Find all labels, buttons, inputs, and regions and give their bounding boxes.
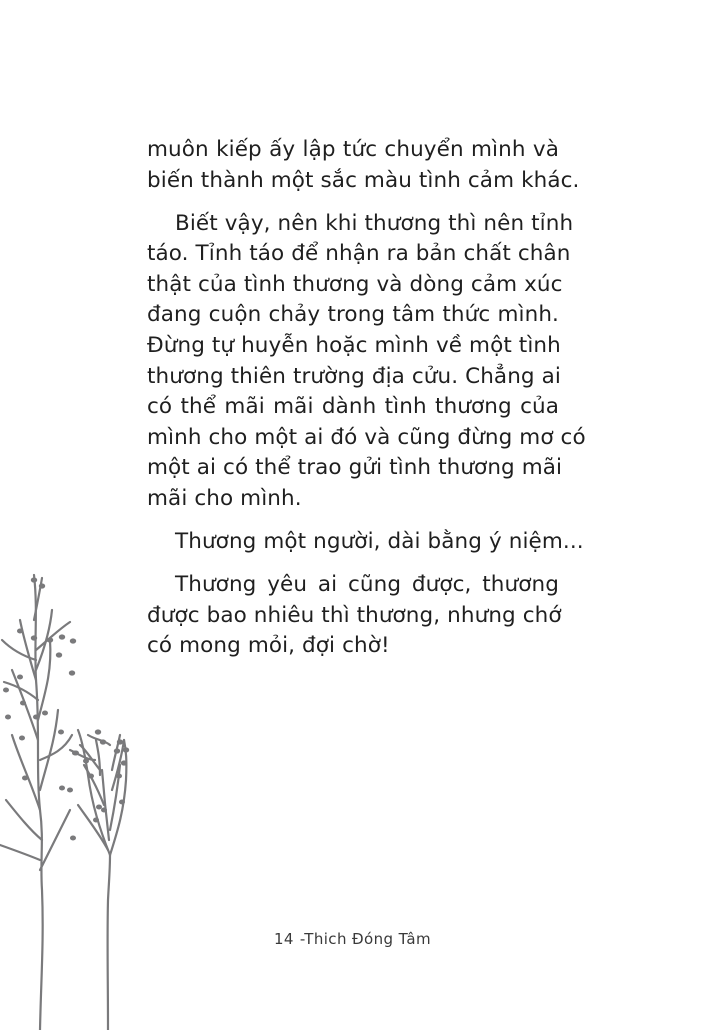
author-name: Thich Đóng Tâm [304,930,432,948]
text-line: thương thiên trường địa cửu. Chẳng ai [147,363,561,389]
text-line: có mong mỏi, đợi chờ! [147,633,390,659]
text-line: một ai có thể trao gửi tình thương mãi [147,455,563,481]
text-line: Thương một người, dài bằng ý niệm... [175,529,584,555]
text-line: biến thành một sắc màu tình cảm khác. [147,167,580,193]
paragraph-1 [147,135,580,196]
text-line: Biết vậy, nên khi thương thì nên tỉnh [175,210,574,236]
text-line: táo. Tỉnh táo để nhận ra bản chất chân [147,241,571,267]
paragraph-2 [147,209,586,515]
text-line: muôn kiếp ấy lập tức chuyển mình và [147,137,559,162]
text-line: mãi cho mình. [147,486,302,512]
text-line: được bao nhiêu thì thương, nhưng chớ [147,602,562,628]
text-line: thật của tình thương và dòng cảm xúc [147,271,563,297]
text-line: có thể mãi mãi dành tình thương của [147,394,559,420]
tree-branches-icon [0,560,150,1030]
text-line: Thương yêu ai cũng được, thương [175,572,559,598]
footer-separator: - [299,930,305,948]
text-line: mình cho một ai đó và cũng đừng mơ có [147,424,586,450]
body-text [147,135,586,675]
page-footer [0,930,705,948]
text-line: đang cuộn chảy trong tâm thức mình. [147,302,559,328]
page-number: 14 [273,930,294,948]
paragraph-4 [147,570,562,662]
paragraph-3 [147,527,584,558]
text-line: Đừng tự huyễn hoặc mình về một tình [147,333,561,359]
